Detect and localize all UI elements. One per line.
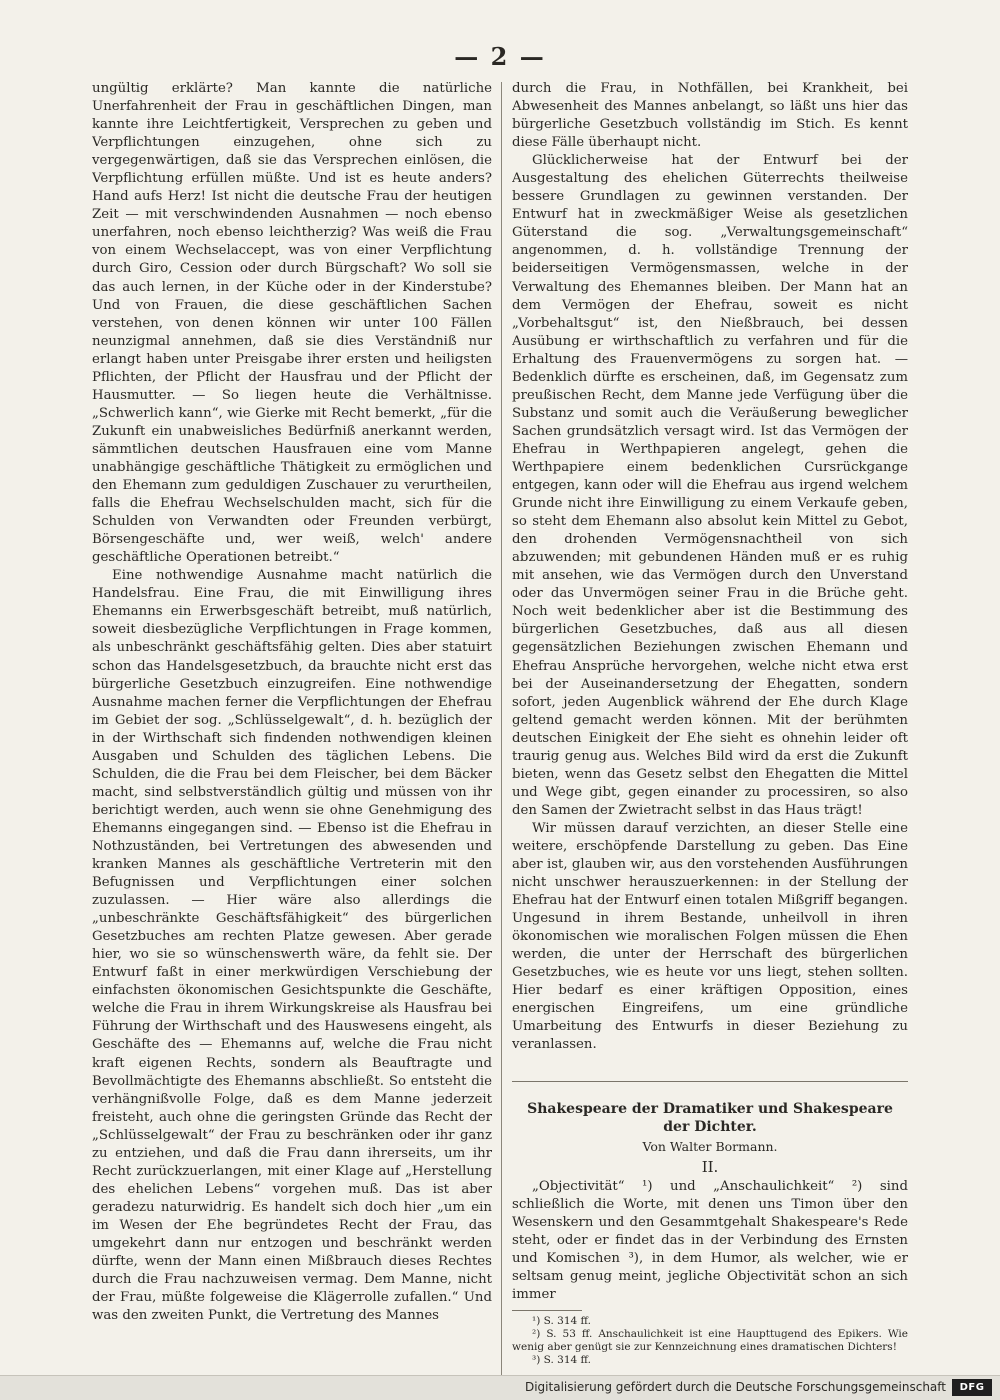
left-column xyxy=(92,80,492,1390)
right-column xyxy=(512,80,908,1390)
digitization-footer xyxy=(0,1375,1000,1400)
left-paragraph-1: ungültig erklärte? Man kannte die natürliche Unerfahrenheit der Frau in geschäftlichen Dingen, man kannte ihre Leichtfertigkeit, Versprechen zu geben und Verpflichtungen einzugehen, ohne sich zu vergegenwärtigen, daß sie das Versprechen einlösen, die Verpflichtung erfüllen müßte. Und ist es heute anders? Hand aufs Herz! Ist nicht die deutsche Frau der heutigen Zeit — mit verschwindenden Ausnahmen — noch ebenso unerfahren, noch ebenso leichtherzig? Was weiß die Frau von einem Wechselaccept, was von einer Verpflichtung durch Giro, Cession oder durch Bürgschaft? Wo soll sie das auch lernen, in der Küche oder in der Kinderstube? Und von Frauen, die diese geschäftlichen Sachen verstehen, von denen können wir unter 100 Fällen neunzigmal annehmen, daß sie dies Verständniß nur erlangt haben unter Preisgabe ihrer ersten und heiligsten Pflichten, der Pflicht der Hausfrau und der Pflicht der Hausmutter. — So liegen heute die Verhältnisse. „Schwerlich kann“, wie Gierke mit Recht bemerkt, „für die Zukunft ein unabweisliches Bedürfniß anerkannt werden, sämmtlichen deutschen Hausfrauen eine vom Manne unabhängige geschäftliche Thätigkeit zu ermöglichen und den Ehemann zum geduldigen Zuschauer zu verurtheilen, falls die Ehefrau Wechselschulden macht, sich für die Schulden von Verwandten oder Freunden verbürgt, Börsengeschäfte und, wer weiß, welch' andere geschäftliche Operationen betreibt.“ xyxy=(92,81,492,566)
article-divider xyxy=(512,1081,908,1082)
footnote-3: ³) S. 314 ff. xyxy=(532,1353,591,1366)
footnote-2: ²) S. 53 ff. Anschaulichkeit ist eine Haupttugend des Epikers. Wie wenig aber genügt sie zur Kennzeichnung eines dramatischen Dichters! xyxy=(512,1327,908,1353)
article-paragraph: „Objectivität“ ¹) und „Anschaulichkeit“ ²) sind schließlich die Worte, mit denen uns Timon über den Wesenskern und den Gesammtgehalt Shakespeare's Rede steht, oder er findet das in der Verbindung des Ernsten und Komischen ³), in dem Humor, als welcher, wie er seltsam genug meint, jegliche Objectivität schon an sich immer xyxy=(512,1178,908,1302)
column-divider xyxy=(501,82,502,1384)
left-paragraph-2: Eine nothwendige Ausnahme macht natürlich die Handelsfrau. Eine Frau, die mit Einwilligung ihres Ehemanns ein Erwerbsgeschäft betreibt, muß natürlich, soweit diesbezügliche Verpflichtungen in Frage kommen, als unbeschränkt geschäftsfähig gelten. Dies aber statuirt schon das Handelsgesetzbuch, da brauchte nicht erst das bürgerliche Gesetzbuch einzugreifen. Eine nothwendige Ausnahme machen ferner die Verpflichtungen der Ehefrau im Gebiet der sog. „Schlüsselgewalt“, d. h. bezüglich der in der Wirthschaft sich findenden nothwendigen kleinen Ausgaben und Schulden des täglichen Lebens. Die Schulden, die die Frau bei dem Fleischer, bei dem Bäcker macht, sind selbstverständlich gültig und müssen von ihr berichtigt werden, auch wenn sie ohne Genehmigung des Ehemanns eingegangen sind. — Ebenso ist die Ehefrau in Nothzuständen, bei Vertretungen des abwesenden und kranken Mannes als geschäftliche Vertreterin mit den Befugnissen und Verpflichtungen einer solchen zuzulassen. — Hier wäre also allerdings die „unbeschränkte Geschäftsfähigkeit“ des bürgerlichen Gesetzbuches am rechten Platze gewesen. Aber gerade hier, wo sie so wünschenswerth wäre, da fehlt sie. Der Entwurf faßt in einer merkwürdigen Verschiebung der einfachsten ökonomischen Gesichtspunkte die Geschäfte, welche die Frau in ihrem Wirkungskreise als Hausfrau bei Führung der Wirthschaft und des Hauswesens eingeht, als Geschäfte des — Ehemanns auf, welche die Frau nicht kraft eigenen Rechts, sondern als Beauftragte und Bevollmächtigte des Ehemanns abschließt. So entsteht die verhängnißvolle Folge, daß es dem Manne jederzeit freisteht, auch ohne die geringsten Gründe das Recht der „Schlüsselgewalt“ der Frau zu beschränken oder ihr ganz zu entziehen, und daß die Frau dann ihrerseits, um ihr Recht zurückzuerlangen, mit einer Klage auf „Herstellung des ehelichen Lebens“ vorgehen muß. Das ist aber geradezu naturwidrig. Es handelt sich doch hier „um ein im Wesen der Ehe begründetes Recht der Frau, das umgekehrt dann nur entzogen und beschränkt werden dürfte, wenn der Mann einen Mißbrauch dieses Rechtes durch die Frau nachzuweisen vermag. Dem Manne, nicht der Frau, müßte folgeweise die Klägerrolle zufallen.“ Und was den zweiten Punkt, die Vertretung des Mannes xyxy=(92,568,492,1324)
right-paragraph-1: durch die Frau, in Nothfällen, bei Krankheit, bei Abwesenheit des Mannes anbelangt, so läßt uns hier das bürgerliche Gesetzbuch vollständig im Stich. Es kennt diese Fälle überhaupt nicht. xyxy=(512,81,908,151)
footnote-1: ¹) S. 314 ff. xyxy=(532,1314,591,1327)
article-byline: Von Walter Bormann. xyxy=(642,1138,778,1154)
dfg-logo: DFG xyxy=(952,1379,992,1396)
footnote-rule xyxy=(512,1310,582,1311)
right-paragraph-3: Wir müssen darauf verzichten, an dieser Stelle eine weitere, erschöpfende Darstellung zu geben. Das Eine aber ist, glauben wir, aus den vorstehenden Ausführungen nicht unschwer herauszuerkennen: in der Stellung der Ehefrau hat der Entwurf einen totalen Mißgriff begangen. Ungesund in ihrem Bestande, unheilvoll in ihren ökonomischen wie moralischen Folgen müssen die Ehen werden, die unter der Herrschaft des bürgerlichen Gesetzbuches, wie es heute vor uns liegt, stehen sollten. Hier bedarf es einer kräftigen Opposition, eines energischen Eingreifens, um eine gründliche Umarbeitung des Entwurfs in dieser Beziehung zu veranlassen. xyxy=(512,820,908,1053)
page-number: — 2 — xyxy=(454,42,546,71)
footnotes xyxy=(512,1315,908,1367)
right-paragraph-2: Glücklicherweise hat der Entwurf bei der Ausgestaltung des ehelichen Güterrechts theilweise bessere Grundlagen zu gewinnen verstanden. Der Entwurf hat in zweckmäßiger Weise als gesetzlichen Güterstand die sog. „Verwaltungsgemeinschaft“ angenommen, d. h. vollständige Trennung der beiderseitigen Vermögensmassen, welche in der Verwaltung des Ehemannes bleiben. Der Mann hat an dem Vermögen der Ehefrau, soweit es nicht „Vorbehaltsgut“ ist, den Nießbrauch, bei dessen Ausübung er wirthschaftlich zu verfahren und für die Erhaltung des Frauenvermögens zu sorgen hat. — Bedenklich dürfte es erscheinen, daß, im Gegensatz zum preußischen Recht, dem Manne jede Verfügung über die Substanz und somit auch die Veräußerung beweglicher Sachen grundsätzlich versagt wird. Ist das Vermögen der Ehefrau in Werthpapieren angelegt, gehen die Werthpapiere einem bedenklichen Cursrückgange entgegen, kann oder will die Ehefrau aus irgend welchem Grunde nicht ihre Einwilligung zu einem Verkaufe geben, so steht dem Ehemann also absolut kein Mittel zu Gebot, den drohenden Vermögensnachtheil von sich abzuwenden; mit gebundenen Händen muß er es ruhig mit ansehen, wie das Vermögen durch den Unverstand oder das Unvermögen seiner Frau in die Brüche geht. Noch weit bedenklicher aber ist die Bestimmung des bürgerlichen Gesetzbuches, daß aus all diesen gegensätzlichen Beziehungen zwischen Ehemann und Ehefrau Ansprüche hervorgehen, welche nicht etwa erst bei der Auseinandersetzung der Ehegatten, sondern sofort, jeden Augenblick während der Ehe durch Klage geltend gemacht werden können. Mit der berühmten deutschen Einigkeit der Ehe sieht es ohnehin leider oft traurig genug aus. Welches Bild wird da erst die Zukunft bieten, wenn das Gesetz selbst den Ehegatten die Mittel und Wege gibt, gegen einander zu processiren, so also den Samen der Zwietracht selbst in das Haus trägt! xyxy=(512,153,908,818)
article-title: Shakespeare der Dramatiker und Shakespeare der Dichter. xyxy=(527,1100,893,1135)
footer-credit-text: Digitalisierung gefördert durch die Deutsche Forschungsgemeinschaft xyxy=(524,1380,946,1394)
article-section-number: II. xyxy=(701,1157,719,1176)
